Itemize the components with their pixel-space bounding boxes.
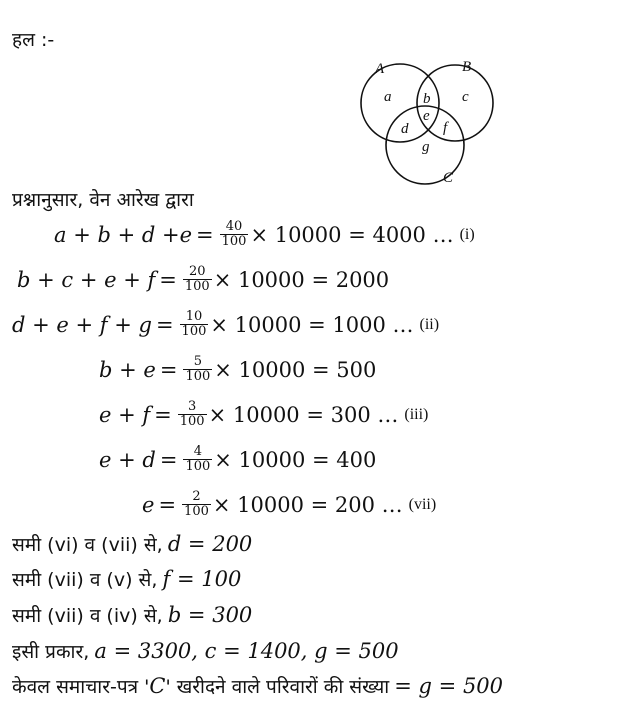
intro-line: प्रश्नानुसार, वेन आरेख द्वारा bbox=[12, 189, 194, 211]
eq-rest: × 10000 = 4000 … bbox=[250, 222, 454, 247]
final-text-pre: केवल समाचार-पत्र ' bbox=[12, 676, 150, 698]
venn-region-f: f bbox=[443, 120, 448, 136]
fraction: $\frac{2}{100}$ bbox=[184, 489, 209, 519]
eq-lhs: a + b + d +e bbox=[54, 222, 192, 247]
final-answer-line bbox=[12, 673, 503, 699]
eq-rest: × 10000 = 400 bbox=[214, 447, 377, 472]
result-math: a = 3300, c = 1400, g = 500 bbox=[94, 639, 399, 663]
fraction: $\frac{5}{100}$ bbox=[185, 354, 211, 384]
equation-5: e + f = $\frac{3}{100}$ × 10000 = 300 … (iii) bbox=[99, 399, 429, 429]
eq-tag: (i) bbox=[459, 225, 475, 243]
eq-rest: × 10000 = 1000 … bbox=[210, 312, 414, 337]
result-math: d = 200 bbox=[167, 532, 253, 556]
eq-tag: (ii) bbox=[419, 315, 440, 333]
eq-lhs: b + c + e + f bbox=[17, 267, 156, 292]
eq-lhs: e + d bbox=[99, 447, 156, 472]
eq-rest: × 10000 = 2000 bbox=[213, 267, 390, 292]
venn-region-c: c bbox=[462, 89, 469, 105]
eq-lhs: b + e bbox=[99, 357, 156, 382]
result-math: f = 100 bbox=[162, 567, 242, 591]
eq-lhs: d + e + f + g bbox=[12, 312, 152, 337]
eq-lhs: e + f bbox=[99, 402, 151, 427]
equation-1: a + b + d +e = $\frac{40}{100}$ × 10000 = 4000 … (i) bbox=[54, 219, 475, 249]
eq-lhs: e bbox=[142, 492, 155, 517]
final-c: C bbox=[149, 674, 166, 698]
venn-label-a: A bbox=[375, 61, 385, 77]
eq-rest: × 10000 = 500 bbox=[214, 357, 377, 382]
result-line-2 bbox=[12, 566, 241, 592]
eq-tag: (vii) bbox=[408, 495, 437, 513]
venn-region-e: e bbox=[423, 108, 430, 124]
equation-2: b + c + e + f = $\frac{20}{100}$ × 10000 = 2000 bbox=[17, 264, 390, 294]
eq-tag: (iii) bbox=[404, 405, 429, 423]
venn-diagram bbox=[350, 55, 510, 190]
result-text: समी (vii) व (iv) से, bbox=[12, 605, 163, 627]
result-text: समी (vii) व (v) से, bbox=[12, 569, 158, 591]
eq-rest: × 10000 = 200 … bbox=[212, 492, 403, 517]
fraction: $\frac{40}{100}$ bbox=[221, 219, 247, 249]
final-text-post: ' खरीदने वाले परिवारों की संख्या bbox=[165, 676, 390, 698]
solution-heading: हल :- bbox=[12, 29, 55, 51]
fraction: $\frac{3}{100}$ bbox=[179, 399, 205, 429]
venn-region-d: d bbox=[401, 121, 409, 137]
fraction: $\frac{4}{100}$ bbox=[185, 444, 211, 474]
result-line-3 bbox=[12, 602, 252, 628]
equation-3: d + e + f + g = $\frac{10}{100}$ × 10000 = 1000 … (ii) bbox=[12, 309, 440, 339]
equation-7: e = $\frac{2}{100}$ × 10000 = 200 … (vii) bbox=[142, 489, 437, 519]
eq-rest: × 10000 = 300 … bbox=[208, 402, 399, 427]
result-line-1 bbox=[12, 531, 252, 557]
result-line-4 bbox=[12, 638, 399, 664]
fraction: $\frac{10}{100}$ bbox=[181, 309, 207, 339]
fraction: $\frac{20}{100}$ bbox=[184, 264, 210, 294]
venn-region-a: a bbox=[384, 89, 392, 105]
final-math: = g = 500 bbox=[394, 674, 504, 698]
equation-6: e + d = $\frac{4}{100}$ × 10000 = 400 bbox=[99, 444, 377, 474]
venn-label-b: B bbox=[462, 59, 472, 75]
result-math: b = 300 bbox=[167, 603, 253, 627]
venn-region-b: b bbox=[423, 91, 431, 107]
equation-4: b + e = $\frac{5}{100}$ × 10000 = 500 bbox=[99, 354, 377, 384]
venn-region-g: g bbox=[422, 139, 430, 155]
result-text: इसी प्रकार, bbox=[12, 641, 90, 663]
result-text: समी (vi) व (vii) से, bbox=[12, 534, 163, 556]
venn-label-c: C bbox=[443, 170, 454, 186]
